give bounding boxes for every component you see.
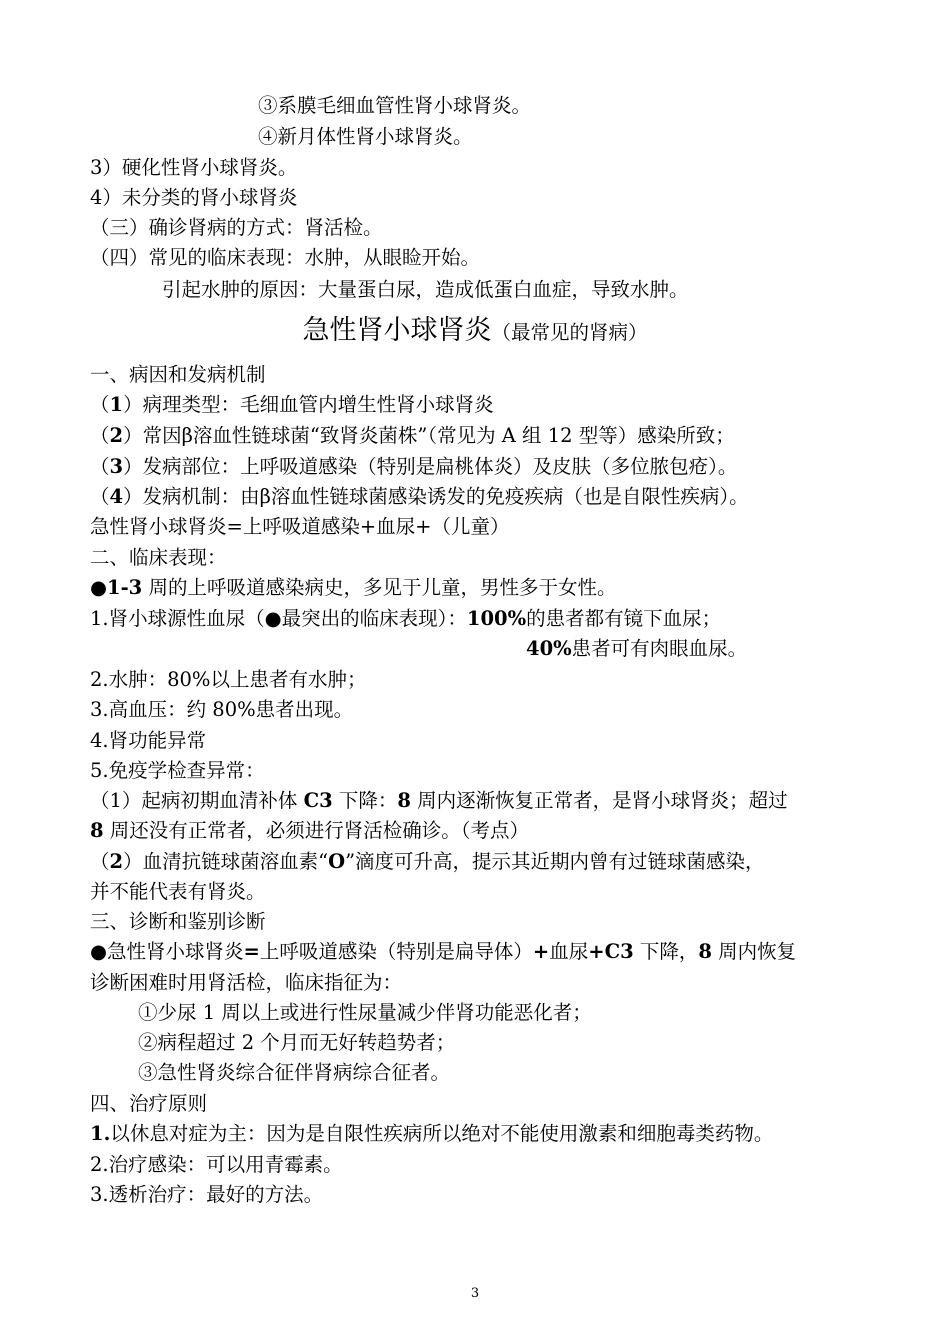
list-item: ③系膜毛细血管性肾小球肾炎。: [258, 94, 532, 117]
list-item: （4）发病机制：由β溶血性链球菌感染诱发的免疫疾病（也是自限性疾病）。: [90, 485, 749, 508]
list-item: （2）常因β溶血性链球菌“致肾炎菌株”（常见为 A 组 12 型等）感染所致；: [90, 424, 735, 447]
list-item: 5.免疫学检查异常：: [90, 759, 265, 782]
paragraph: （1）起病初期血清补体 C3 下降：8 周内逐渐恢复正常者，是肾小球肾炎；超过: [90, 789, 788, 812]
list-item: 2.水肿：80%以上患者有水肿；: [90, 668, 367, 691]
list-item: 40%患者可有肉眼血尿。: [526, 637, 748, 660]
list-item: ④新月体性肾小球肾炎。: [258, 125, 473, 148]
list-item: 3）硬化性肾小球肾炎。: [90, 156, 298, 179]
paragraph: 引起水肿的原因：大量蛋白尿，造成低蛋白血症，导致水肿。: [162, 278, 689, 301]
section-heading: 三、诊断和鉴别诊断: [90, 910, 266, 933]
paragraph: 8 周还没有正常者，必须进行肾活检确诊。（考点）: [90, 819, 530, 842]
list-item: 1.以休息对症为主：因为是自限性疾病所以绝对不能使用激素和细胞毒类药物。: [90, 1122, 774, 1145]
paragraph: （2）血清抗链球菌溶血素“O”滴度可升高，提示其近期内曾有过链球菌感染，: [90, 850, 765, 873]
list-item: 3.高血压：约 80%患者出现。: [90, 698, 354, 721]
list-item: 1.肾小球源性血尿（●最突出的临床表现）：100%的患者都有镜下血尿；: [90, 607, 722, 630]
paragraph: 并不能代表有肾炎。: [90, 880, 266, 903]
paragraph: （四）常见的临床表现：水肿，从眼睑开始。: [90, 246, 481, 269]
list-item: （3）发病部位：上呼吸道感染（特别是扁桃体炎）及皮肤（多位脓包疮）。: [90, 455, 738, 478]
title-main: 急性肾小球肾炎: [302, 315, 492, 346]
bullet-item: ●1-3 周的上呼吸道感染病史，多见于儿童，男性多于女性。: [90, 576, 617, 599]
page-number: 3: [470, 1286, 480, 1301]
list-item: 4.肾功能异常: [90, 729, 207, 752]
paragraph: 诊断困难时用肾活检，临床指征为：: [90, 971, 403, 994]
section-heading: 四、治疗原则: [90, 1092, 208, 1115]
bullet-item: ●急性肾小球肾炎=上呼吸道感染（特别是扁导体）+血尿+C3 下降，8 周内恢复: [90, 940, 797, 963]
paragraph: （三）确诊肾病的方式：肾活检。: [90, 216, 383, 239]
list-item: ②病程超过 2 个月而无好转趋势者；: [138, 1031, 456, 1054]
formula: 急性肾小球肾炎=上呼吸道感染+血尿+（儿童）: [90, 515, 510, 538]
list-item: 2.治疗感染：可以用青霉素。: [90, 1153, 343, 1176]
list-item: 4）未分类的肾小球肾炎: [90, 186, 298, 209]
section-title: [0, 308, 950, 347]
title-note: （最常见的肾病）: [491, 321, 648, 344]
section-heading: 二、临床表现：: [90, 546, 227, 569]
list-item: ①少尿 1 周以上或进行性尿量减少伴肾功能恶化者；: [138, 1001, 592, 1024]
list-item: ③急性肾炎综合征伴肾病综合征者。: [138, 1061, 451, 1084]
list-item: （1）病理类型：毛细血管内增生性肾小球肾炎: [90, 393, 494, 416]
section-heading: 一、病因和发病机制: [90, 363, 266, 386]
list-item: 3.透析治疗：最好的方法。: [90, 1183, 324, 1206]
